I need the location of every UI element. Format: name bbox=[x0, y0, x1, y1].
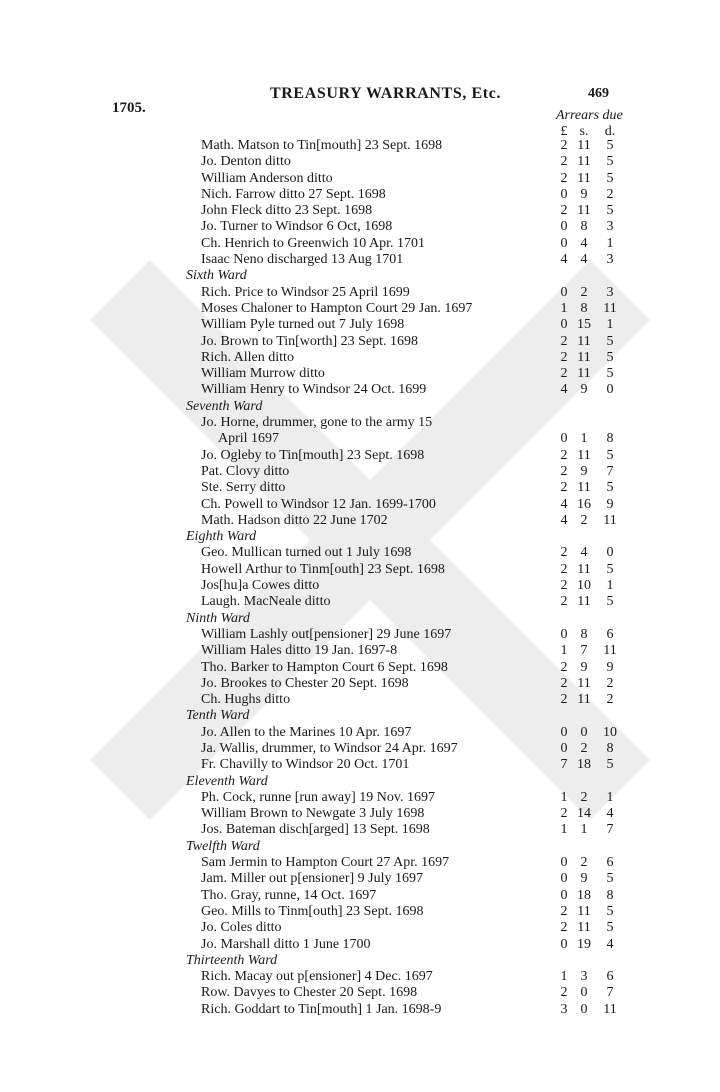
entry-text: William Pyle turned out 7 July 1698 bbox=[201, 317, 405, 333]
entry-text: William Anderson ditto bbox=[201, 170, 333, 186]
amount-pounds: 2 bbox=[560, 170, 568, 186]
entry-text: William Murrow ditto bbox=[201, 366, 325, 382]
entry-text: Jo. Turner to Windsor 6 Oct, 1698 bbox=[201, 219, 393, 235]
entry-text: William Henry to Windsor 24 Oct. 1699 bbox=[201, 382, 427, 398]
entry-row bbox=[0, 985, 720, 1001]
amount-shillings: 0 bbox=[580, 1001, 588, 1017]
amount-pence: 2 bbox=[606, 675, 614, 691]
amount-pounds: 2 bbox=[560, 349, 568, 365]
amount-pence: 2 bbox=[606, 692, 614, 708]
entry-text: Rich. Macay out p[ensioner] 4 Dec. 1697 bbox=[201, 969, 433, 985]
amount-pence: 1 bbox=[606, 578, 614, 594]
entry-row bbox=[0, 757, 720, 773]
amount-pounds: 4 bbox=[560, 496, 568, 512]
amount-pence: 1 bbox=[606, 317, 614, 333]
entry-row bbox=[0, 594, 720, 610]
amount-pounds: 0 bbox=[560, 317, 568, 333]
amount-pence: 6 bbox=[606, 855, 614, 871]
entry-row bbox=[0, 904, 720, 920]
year-marginal: 1705. bbox=[112, 100, 146, 116]
amount-shillings: 2 bbox=[580, 284, 588, 300]
amount-shillings: 11 bbox=[577, 203, 591, 219]
running-title: TREASURY WARRANTS, Etc. bbox=[270, 85, 502, 102]
amount-shillings: 11 bbox=[577, 447, 591, 463]
entry-row bbox=[0, 448, 720, 464]
entry-row bbox=[0, 317, 720, 333]
entry-row bbox=[0, 676, 720, 692]
entry-text: Howell Arthur to Tinm[outh] 23 Sept. 1698 bbox=[201, 561, 445, 577]
amount-pence: 8 bbox=[606, 740, 614, 756]
amount-shillings: 11 bbox=[577, 692, 591, 708]
amount-pence: 4 bbox=[606, 806, 614, 822]
amount-shillings: 19 bbox=[577, 936, 591, 952]
amount-shillings: 14 bbox=[577, 806, 591, 822]
amount-pounds: 0 bbox=[560, 186, 568, 202]
entry-row bbox=[0, 415, 720, 431]
amount-pence: 0 bbox=[606, 545, 614, 561]
entry-text: William Lashly out[pensioner] 29 June 1697 bbox=[201, 626, 452, 642]
entry-text: Jo. Denton ditto bbox=[201, 154, 291, 170]
entry-text: Jo. Horne, drummer, gone to the army 15 bbox=[201, 415, 433, 431]
amount-pounds: 2 bbox=[560, 154, 568, 170]
amount-pounds: 2 bbox=[560, 333, 568, 349]
amount-shillings: 11 bbox=[577, 333, 591, 349]
amount-pence: 5 bbox=[606, 170, 614, 186]
entry-row bbox=[0, 692, 720, 708]
unit-pence: d. bbox=[604, 124, 616, 139]
ward-heading bbox=[0, 839, 720, 855]
amount-pence: 2 bbox=[606, 186, 614, 202]
amount-pence: 9 bbox=[606, 659, 614, 675]
entry-text: Tho. Gray, runne, 14 Oct. 1697 bbox=[201, 887, 377, 903]
amount-pence: 11 bbox=[603, 1001, 617, 1017]
entry-row bbox=[0, 187, 720, 203]
entry-row bbox=[0, 480, 720, 496]
amount-shillings: 4 bbox=[580, 545, 588, 561]
amount-pounds: 2 bbox=[560, 806, 568, 822]
entry-row bbox=[0, 497, 720, 513]
amount-shillings: 10 bbox=[577, 578, 591, 594]
entry-row bbox=[0, 627, 720, 643]
entry-text: Math. Matson to Tin[mouth] 23 Sept. 1698 bbox=[201, 138, 443, 153]
amount-shillings: 2 bbox=[580, 789, 588, 805]
amount-pounds: 0 bbox=[560, 235, 568, 251]
amount-pounds: 0 bbox=[560, 284, 568, 300]
amount-pounds: 2 bbox=[560, 594, 568, 610]
amount-shillings: 16 bbox=[577, 496, 591, 512]
ward-title: Thirteenth Ward bbox=[186, 952, 278, 968]
amount-pence: 5 bbox=[606, 333, 614, 349]
entry-text: Geo. Mullican turned out 1 July 1698 bbox=[201, 545, 412, 561]
amount-shillings: 9 bbox=[580, 463, 588, 479]
amount-pence: 3 bbox=[606, 252, 614, 268]
amount-pence: 5 bbox=[606, 871, 614, 887]
amount-shillings: 2 bbox=[580, 855, 588, 871]
amount-shillings: 15 bbox=[577, 317, 591, 333]
entry-row bbox=[0, 366, 720, 382]
amount-shillings: 1 bbox=[580, 431, 588, 447]
amount-pounds: 2 bbox=[560, 561, 568, 577]
entry-text: Jo. Marshall ditto 1 June 1700 bbox=[201, 936, 371, 952]
amount-shillings: 2 bbox=[580, 740, 588, 756]
entry-text: Jos[hu]a Cowes ditto bbox=[201, 578, 320, 594]
amount-pounds: 0 bbox=[560, 871, 568, 887]
entry-row bbox=[0, 806, 720, 822]
unit-pounds: £ bbox=[560, 124, 568, 139]
amount-pence: 5 bbox=[606, 154, 614, 170]
entry-text: Jo. Allen to the Marines 10 Apr. 1697 bbox=[201, 724, 412, 740]
entry-text: Rich. Allen ditto bbox=[201, 349, 294, 365]
amount-pounds: 2 bbox=[560, 480, 568, 496]
entry-row bbox=[0, 871, 720, 887]
entry-text: Pat. Clovy ditto bbox=[201, 463, 290, 479]
amount-pence: 7 bbox=[606, 822, 614, 838]
entry-row bbox=[0, 643, 720, 659]
amount-pounds: 2 bbox=[560, 675, 568, 691]
amount-shillings: 18 bbox=[577, 757, 591, 773]
entry-row bbox=[0, 431, 720, 447]
amount-shillings: 11 bbox=[577, 675, 591, 691]
amount-pence: 1 bbox=[606, 789, 614, 805]
amount-pence: 3 bbox=[606, 219, 614, 235]
entry-row bbox=[0, 790, 720, 806]
amount-pence: 9 bbox=[606, 496, 614, 512]
ward-title: Seventh Ward bbox=[186, 398, 263, 414]
entry-row bbox=[0, 822, 720, 838]
entry-row bbox=[0, 285, 720, 301]
amount-shillings: 8 bbox=[580, 626, 588, 642]
ward-title: Eighth Ward bbox=[186, 529, 257, 545]
ward-heading bbox=[0, 708, 720, 724]
amount-pounds: 0 bbox=[560, 626, 568, 642]
amount-shillings: 11 bbox=[577, 903, 591, 919]
entry-text: April 1697 bbox=[218, 431, 280, 447]
amount-pence: 10 bbox=[603, 724, 617, 740]
entry-text: William Brown to Newgate 3 July 1698 bbox=[201, 806, 425, 822]
entry-row bbox=[0, 741, 720, 757]
unit-shillings: s. bbox=[579, 124, 589, 139]
amount-shillings: 11 bbox=[577, 138, 591, 153]
amount-pence: 6 bbox=[606, 969, 614, 985]
amount-pounds: 1 bbox=[560, 300, 568, 316]
amount-shillings: 8 bbox=[580, 219, 588, 235]
amount-shillings: 4 bbox=[580, 252, 588, 268]
entry-row bbox=[0, 382, 720, 398]
amount-shillings: 11 bbox=[577, 920, 591, 936]
amount-shillings: 9 bbox=[580, 186, 588, 202]
amount-pence: 8 bbox=[606, 887, 614, 903]
amount-pence: 11 bbox=[603, 512, 617, 528]
amount-pence: 4 bbox=[606, 936, 614, 952]
warrant-entries bbox=[0, 138, 720, 1018]
amount-pounds: 2 bbox=[560, 138, 568, 153]
entry-text: Jos. Bateman disch[arged] 13 Sept. 1698 bbox=[201, 822, 430, 838]
amount-pounds: 2 bbox=[560, 578, 568, 594]
amount-pence: 5 bbox=[606, 447, 614, 463]
ward-heading bbox=[0, 529, 720, 545]
amount-shillings: 4 bbox=[580, 235, 588, 251]
amount-pence: 5 bbox=[606, 480, 614, 496]
ward-heading bbox=[0, 399, 720, 415]
entry-row bbox=[0, 203, 720, 219]
amount-shillings: 1 bbox=[580, 822, 588, 838]
entry-text: Rich. Goddart to Tin[mouth] 1 Jan. 1698-9 bbox=[201, 1001, 442, 1017]
page-number: 469 bbox=[588, 86, 609, 101]
entry-row bbox=[0, 219, 720, 235]
entry-text: Laugh. MacNeale ditto bbox=[201, 594, 331, 610]
amount-pence: 5 bbox=[606, 594, 614, 610]
entry-row bbox=[0, 855, 720, 871]
amount-pence: 7 bbox=[606, 463, 614, 479]
entry-row bbox=[0, 154, 720, 170]
entry-row bbox=[0, 578, 720, 594]
entry-row bbox=[0, 350, 720, 366]
amount-pence: 6 bbox=[606, 626, 614, 642]
entry-row bbox=[0, 464, 720, 480]
amount-shillings: 9 bbox=[580, 382, 588, 398]
amount-pence: 1 bbox=[606, 235, 614, 251]
ward-heading bbox=[0, 953, 720, 969]
amount-pence: 8 bbox=[606, 431, 614, 447]
amount-shillings: 9 bbox=[580, 659, 588, 675]
amount-pence: 5 bbox=[606, 366, 614, 382]
entry-text: Isaac Neno discharged 13 Aug 1701 bbox=[201, 252, 404, 268]
entry-row bbox=[0, 937, 720, 953]
entry-text: Sam Jermin to Hampton Court 27 Apr. 1697 bbox=[201, 855, 450, 871]
amount-shillings: 11 bbox=[577, 366, 591, 382]
entry-text: Tho. Barker to Hampton Court 6 Sept. 1698 bbox=[201, 659, 448, 675]
amount-pence: 5 bbox=[606, 349, 614, 365]
amount-shillings: 7 bbox=[580, 643, 588, 659]
entry-text: William Hales ditto 19 Jan. 1697-8 bbox=[201, 643, 398, 659]
entry-text: Ja. Wallis, drummer, to Windsor 24 Apr. 1697 bbox=[201, 740, 458, 756]
entry-row bbox=[0, 969, 720, 985]
amount-pence: 3 bbox=[606, 284, 614, 300]
entry-text: Ch. Hughs ditto bbox=[201, 692, 291, 708]
amount-pounds: 2 bbox=[560, 985, 568, 1001]
entry-row bbox=[0, 920, 720, 936]
ward-title: Eleventh Ward bbox=[186, 773, 268, 789]
amount-shillings: 0 bbox=[580, 724, 588, 740]
amount-shillings: 11 bbox=[577, 349, 591, 365]
amount-pence: 5 bbox=[606, 757, 614, 773]
entry-text: Geo. Mills to Tinm[outh] 23 Sept. 1698 bbox=[201, 903, 424, 919]
amount-pounds: 0 bbox=[560, 887, 568, 903]
entry-row bbox=[0, 562, 720, 578]
amount-pence: 5 bbox=[606, 920, 614, 936]
amount-pounds: 0 bbox=[560, 219, 568, 235]
entry-row bbox=[0, 171, 720, 187]
amount-pence: 5 bbox=[606, 903, 614, 919]
amount-pounds: 2 bbox=[560, 903, 568, 919]
ward-title: Tenth Ward bbox=[186, 708, 250, 724]
amount-shillings: 9 bbox=[580, 871, 588, 887]
entry-text: Fr. Chavilly to Windsor 20 Oct. 1701 bbox=[201, 757, 410, 773]
amount-pounds: 2 bbox=[560, 920, 568, 936]
amount-pounds: 3 bbox=[560, 1001, 568, 1017]
amount-pounds: 0 bbox=[560, 740, 568, 756]
entry-text: John Fleck ditto 23 Sept. 1698 bbox=[201, 203, 373, 219]
amount-pounds: 2 bbox=[560, 203, 568, 219]
amount-pounds: 7 bbox=[560, 757, 568, 773]
amount-pence: 5 bbox=[606, 203, 614, 219]
entry-text: Row. Davyes to Chester 20 Sept. 1698 bbox=[201, 985, 418, 1001]
entry-row bbox=[0, 301, 720, 317]
entry-text: Ch. Henrich to Greenwich 10 Apr. 1701 bbox=[201, 235, 425, 251]
amount-pence: 11 bbox=[603, 643, 617, 659]
ward-title: Ninth Ward bbox=[186, 610, 250, 626]
ward-title: Twelfth Ward bbox=[186, 838, 260, 854]
amount-shillings: 2 bbox=[580, 512, 588, 528]
entry-row bbox=[0, 725, 720, 741]
amount-pounds: 2 bbox=[560, 545, 568, 561]
amount-pounds: 2 bbox=[560, 447, 568, 463]
amount-pence: 11 bbox=[603, 300, 617, 316]
ward-title: Sixth Ward bbox=[186, 268, 247, 284]
entry-text: Math. Hadson ditto 22 June 1702 bbox=[201, 512, 388, 528]
amount-pounds: 2 bbox=[560, 463, 568, 479]
entry-row bbox=[0, 513, 720, 529]
entry-text: Jam. Miller out p[ensioner] 9 July 1697 bbox=[201, 871, 424, 887]
entry-text: Rich. Price to Windsor 25 April 1699 bbox=[201, 284, 410, 300]
amount-shillings: 11 bbox=[577, 170, 591, 186]
amount-pounds: 1 bbox=[560, 789, 568, 805]
entry-row bbox=[0, 1002, 720, 1018]
entry-text: Ste. Serry ditto bbox=[201, 480, 286, 496]
amount-shillings: 0 bbox=[580, 985, 588, 1001]
amount-pounds: 0 bbox=[560, 936, 568, 952]
entry-text: Moses Chaloner to Hampton Court 29 Jan. 1697 bbox=[201, 300, 473, 316]
amount-shillings: 11 bbox=[577, 561, 591, 577]
entry-row bbox=[0, 545, 720, 561]
arrears-column-heading: Arrears due bbox=[556, 108, 623, 123]
entry-row bbox=[0, 888, 720, 904]
amount-shillings: 11 bbox=[577, 480, 591, 496]
entry-row bbox=[0, 334, 720, 350]
amount-pounds: 0 bbox=[560, 431, 568, 447]
amount-pounds: 0 bbox=[560, 855, 568, 871]
amount-shillings: 11 bbox=[577, 154, 591, 170]
amount-pence: 5 bbox=[606, 138, 614, 153]
ward-heading bbox=[0, 611, 720, 627]
amount-pounds: 4 bbox=[560, 382, 568, 398]
entry-text: Jo. Brookes to Chester 20 Sept. 1698 bbox=[201, 675, 409, 691]
entry-text: Ch. Powell to Windsor 12 Jan. 1699-1700 bbox=[201, 496, 436, 512]
ward-heading bbox=[0, 268, 720, 284]
amount-pounds: 2 bbox=[560, 366, 568, 382]
amount-pence: 0 bbox=[606, 382, 614, 398]
entry-text: Ph. Cock, runne [run away] 19 Nov. 1697 bbox=[201, 789, 435, 805]
entry-row bbox=[0, 138, 720, 154]
amount-pounds: 1 bbox=[560, 643, 568, 659]
amount-shillings: 8 bbox=[580, 300, 588, 316]
entry-text: Jo. Brown to Tin[worth] 23 Sept. 1698 bbox=[201, 333, 419, 349]
entry-row bbox=[0, 252, 720, 268]
amount-shillings: 3 bbox=[580, 969, 588, 985]
amount-pounds: 1 bbox=[560, 969, 568, 985]
amount-pounds: 1 bbox=[560, 822, 568, 838]
entry-text: Jo. Coles ditto bbox=[201, 920, 282, 936]
entry-text: Nich. Farrow ditto 27 Sept. 1698 bbox=[201, 186, 386, 202]
amount-pounds: 0 bbox=[560, 724, 568, 740]
amount-pence: 5 bbox=[606, 561, 614, 577]
amount-pounds: 4 bbox=[560, 512, 568, 528]
amount-shillings: 11 bbox=[577, 594, 591, 610]
entry-text: Jo. Ogleby to Tin[mouth] 23 Sept. 1698 bbox=[201, 447, 425, 463]
amount-shillings: 18 bbox=[577, 887, 591, 903]
entry-row bbox=[0, 660, 720, 676]
amount-pence: 7 bbox=[606, 985, 614, 1001]
amount-pounds: 2 bbox=[560, 659, 568, 675]
amount-pounds: 4 bbox=[560, 252, 568, 268]
ward-heading bbox=[0, 774, 720, 790]
amount-pounds: 2 bbox=[560, 692, 568, 708]
entry-row bbox=[0, 236, 720, 252]
